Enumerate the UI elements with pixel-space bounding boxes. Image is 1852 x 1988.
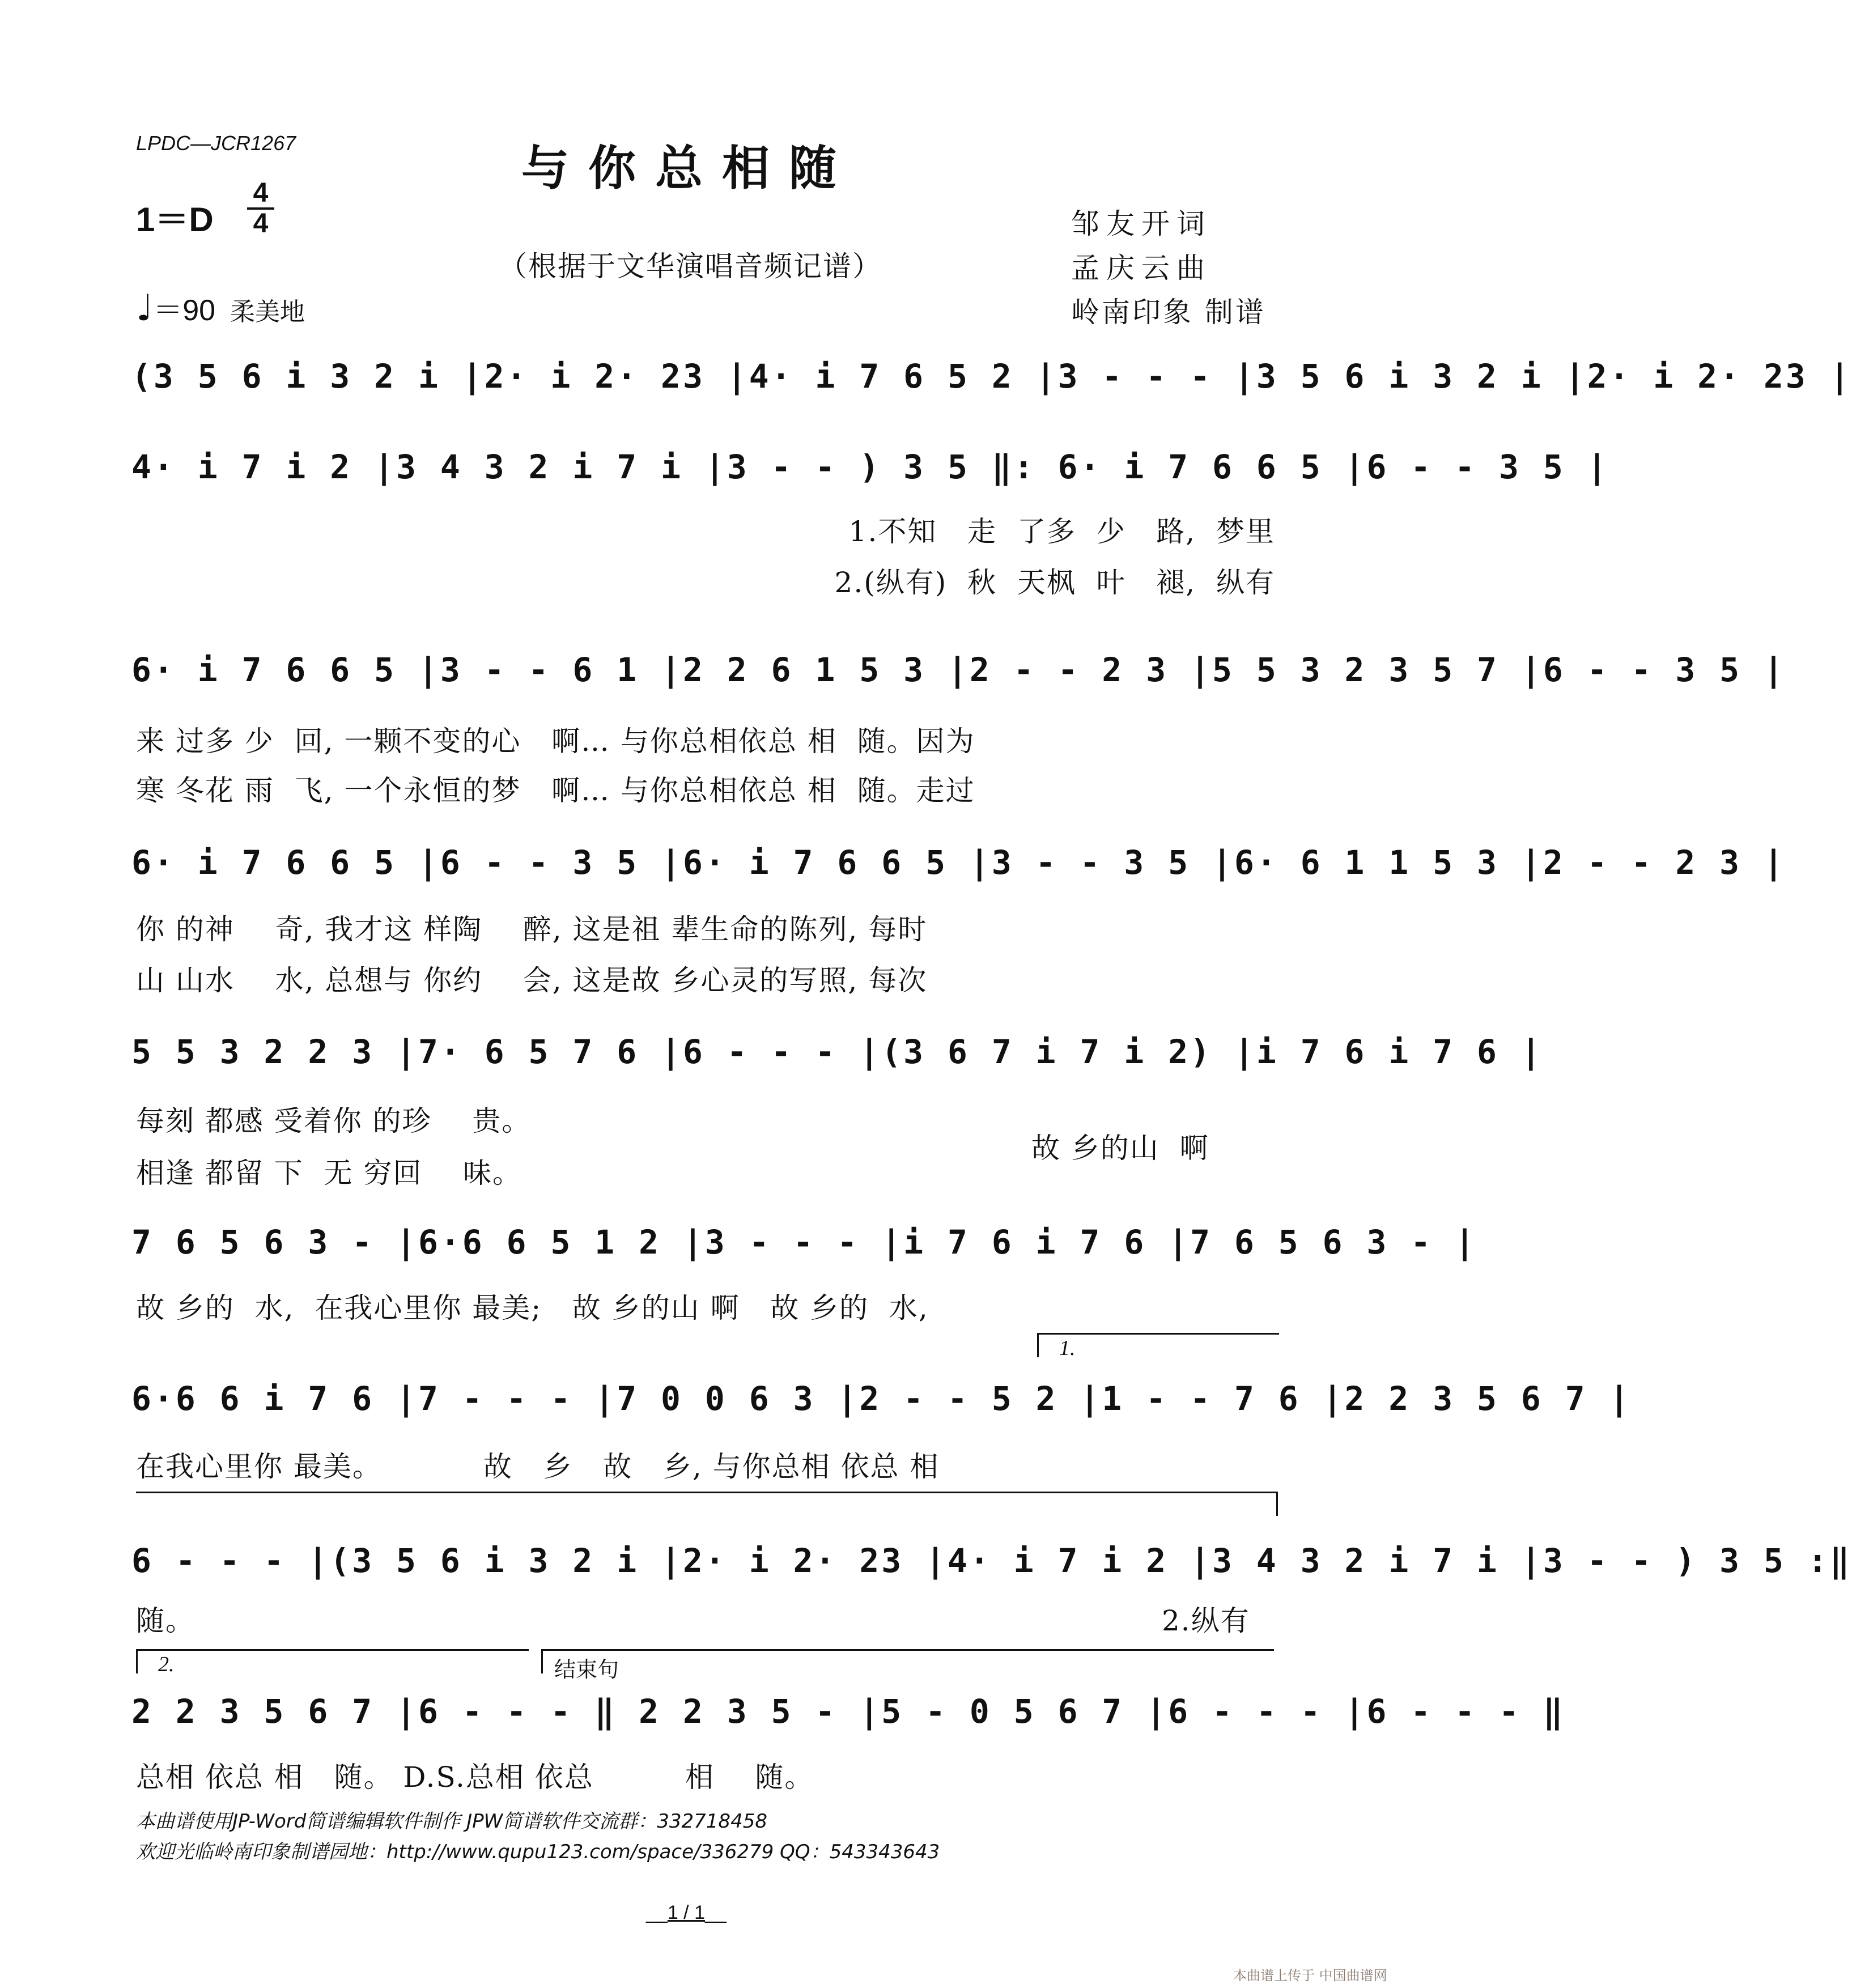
arranger: 岭南印象 制谱 (1071, 296, 1266, 329)
first-ending-bracket (1037, 1333, 1279, 1360)
lyric-chorus-cue: 故 乡的山 啊 (1031, 1132, 1209, 1165)
source-note: （根据于文华演唱音频记谱） (499, 250, 882, 283)
lyric-verse-1: 1.不知 走 了多 少 路, 梦里 (848, 515, 1275, 548)
composer: 孟庆云曲 (1071, 252, 1212, 284)
time-signature (244, 180, 278, 237)
key-signature: 1＝D (136, 201, 214, 239)
website-credit: 欢迎光临岭南印象制谱园地：http://www.qupu123.com/space/336279 QQ：543343643 (136, 1841, 940, 1863)
score-line-5: 5 5 3 2 2 3 |7· 6 5 7 6 |6 - - - |(3 6 7 i 7 i 2) |i 7 6 i 7 6 | (131, 1033, 1543, 1071)
coda-label: 结束句 (554, 1658, 619, 1682)
coda-bracket (541, 1649, 1274, 1682)
lyric-verse-2: 相逢 都留 下 无 穷回 味。 (136, 1157, 523, 1190)
software-credit: 本曲谱使用JP-Word简谱编辑软件制作 JPW简谱软件交流群：332718458 (136, 1810, 767, 1833)
credits (1071, 202, 1266, 334)
lyric-verse-1: 每刻 都感 受着你 的珍 贵。 (136, 1105, 532, 1137)
page-number: __1 / 1__ (646, 1902, 727, 1923)
lyric-verse-1: 你 的神 奇, 我才这 样陶 醉, 这是祖 辈生命的陈列, 每时 (136, 913, 928, 946)
second-ending-bracket (136, 1649, 529, 1676)
score-line-2: 4· i 7 i 2 |3 4 3 2 i 7 i |3 - - ) 3 5 ‖: 6· i 7 6 6 5 |6 - - 3 5 | (131, 448, 1609, 486)
lyric-ending: 总相 依总 相 随。 D.S.总相 依总 相 随。 (136, 1761, 814, 1794)
expression-mark: 柔美地 (230, 298, 305, 326)
score-line-6: 7 6 5 6 3 - |6·6 6 5 1 2 |3 - - - |i 7 6 i 7 6 |7 6 5 6 3 - | (131, 1223, 1477, 1261)
quarter-note-icon: ♩ (136, 287, 154, 329)
lyric-verse-1: 来 过多 少 回, 一颗不变的心 啊… 与你总相依总 相 随。因为 (136, 725, 975, 758)
second-ending-label: 2. (158, 1653, 175, 1676)
first-ending-bracket-continued (136, 1492, 1278, 1516)
score-line-1: (3 5 6 i 3 2 i |2· i 2· 23 |4· i 7 6 5 2 |3 - - - |3 5 6 i 3 2 i |2· i 2· 23 | (131, 357, 1852, 396)
score-line-3: 6· i 7 6 6 5 |3 - - 6 1 |2 2 6 1 5 3 |2 - - 2 3 |5 5 3 2 3 5 7 |6 - - 3 5 | (131, 651, 1786, 689)
lyric-chorus: 随。 (136, 1604, 195, 1637)
page-title: 与你总相随 (521, 140, 856, 196)
site-watermark: 本曲谱上传于 中国曲谱网 (1233, 1968, 1387, 1983)
score-line-9: 2 2 3 5 6 7 |6 - - - ‖ 2 2 3 5 - |5 - 0 5 6 7 |6 - - - |6 - - - ‖ (131, 1692, 1565, 1731)
time-signature-top: 4 (253, 178, 269, 208)
lyric-verse-2: 2.(纵有) 秋 天枫 叶 褪, 纵有 (834, 566, 1275, 599)
tempo-marking (136, 286, 305, 329)
score-line-7: 6·6 6 i 7 6 |7 - - - |7 0 0 6 3 |2 - - 5 2 |1 - - 7 6 |2 2 3 5 6 7 | (131, 1379, 1632, 1418)
first-ending-label: 1. (1059, 1336, 1076, 1360)
score-line-4: 6· i 7 6 6 5 |6 - - 3 5 |6· i 7 6 6 5 |3 - - 3 5 |6· 6 1 1 5 3 |2 - - 2 3 | (131, 843, 1786, 882)
catalog-id: LPDC—JCR1267 (136, 131, 296, 155)
score-line-8: 6 - - - |(3 5 6 i 3 2 i |2· i 2· 23 |4· i 7 i 2 |3 4 3 2 i 7 i |3 - - ) 3 5 :‖ (131, 1541, 1852, 1580)
lyricist: 邹友开词 (1071, 207, 1212, 240)
lyric-verse-2: 寒 冬花 雨 飞, 一个永恒的梦 啊… 与你总相依总 相 随。走过 (136, 774, 975, 807)
tempo-value: ＝90 (153, 294, 216, 327)
lyric-chorus: 在我心里你 最美。 故 乡 故 乡, 与你总相 依总 相 (136, 1450, 940, 1483)
lyric-verse-2-cue: 2.纵有 (1162, 1604, 1250, 1637)
lyric-verse-2: 山 山水 水, 总想与 你约 会, 这是故 乡心灵的写照, 每次 (136, 964, 928, 997)
time-signature-bottom: 4 (253, 209, 269, 239)
lyric-chorus: 故 乡的 水, 在我心里你 最美; 故 乡的山 啊 故 乡的 水, (136, 1292, 929, 1324)
